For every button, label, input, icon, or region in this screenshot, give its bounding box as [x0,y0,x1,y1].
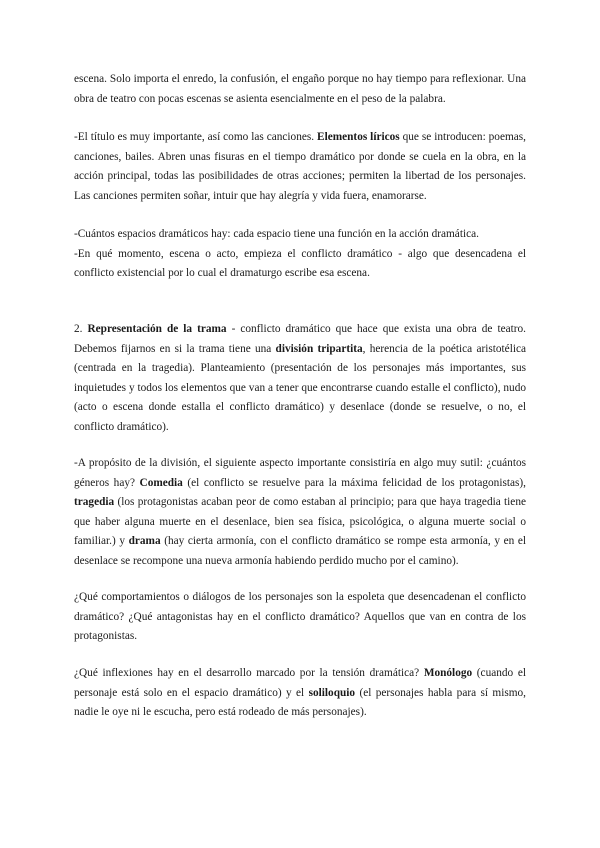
paragraph-text: ¿Qué comportamientos o diálogos de los personajes son la espoleta que desencadenan el conflicto dramático? ¿Qué antagonistas hay en el conflicto dramático? Aquellos que van en contra de los protagonistas. [74,591,526,642]
section-number: 2. [74,323,88,335]
text-run: (cuando el personaje está solo en el espacio dramático) y el [74,667,526,699]
text-run: (el personajes habla para sí mismo, nadie le oye ni le escucha, pero está rodeado de más personajes). [74,686,527,718]
text-run: ¿Qué inflexiones hay en el desarrollo marcado por la tensión dramática? [74,667,424,679]
bold-term: Representación de la trama [87,323,227,335]
text-run: -A propósito de la división, el siguiente aspecto importante consistiría en algo muy sutil: ¿cuántos géneros hay? [74,457,526,489]
bold-term: Elementos líricos [317,131,400,143]
text-run: (hay cierta armonía, con el conflicto dramático se rompe esta armonía, y en el desenlace se recompone una nueva armonía habiendo perdido mucho por el camino). [74,535,527,567]
paragraph-text: escena. Solo importa el enredo, la confusión, el engaño porque no hay tiempo para reflexionar. Una obra de teatro con pocas escenas se asienta esencialmente en el peso de la palabra. [74,73,526,105]
paragraph-text [74,128,526,206]
bold-term: división tripartita [275,342,363,355]
paragraph-espacios [74,225,526,284]
bold-term: soliloquio [308,686,356,699]
bold-term: Monólogo [423,667,473,679]
bold-term: drama [128,535,161,547]
paragraph-line: -Cuántos espacios dramáticos hay: cada espacio tiene una función en la acción dramática. [74,228,479,240]
text-run: (los protagonistas acaban peor de como estaban al principio; para que haya tragedia tiene que haber alguna muerte en el desenlace, bien sea física, psicológica, o alguna muerte social o familiar.) y [74,496,526,547]
bold-term: tragedia [74,496,115,508]
paragraph-text [74,664,526,723]
paragraph-elementos-liricos [74,128,526,206]
text-run: (el conflicto se resuelve para la máxima felicidad de los protagonistas), [182,476,526,489]
text-run: , herencia de la poética aristotélica (centrada en la tragedia). Planteamiento (presentación de los personajes más importantes, sus inquietudes y todos los elementos que van a tener que encontrarse cuando estalle el conflicto), nudo (acto o escena donde estalla el conflicto dramático) y desenlace (donde se resuelve, o no, el conflicto dramático). [74,342,526,433]
paragraph-generos [74,454,526,571]
paragraph-enredo [74,70,526,109]
paragraph-line: -En qué momento, escena o acto, empieza el conflicto dramático - algo que desencadena el conflicto existencial por lo cual el dramaturgo escribe esa escena. [74,247,526,279]
paragraph-monologo [74,664,526,723]
paragraph-antagonistas [74,588,526,647]
text-run: que se introducen: poemas, canciones, bailes. Abren unas fisuras en el tiempo dramático por donde se cuela en la obra, en la acción principal, todas las posibilidades de otras acciones; permiten la libertad de los personajes. Las canciones permiten soñar, intuir que hay alegría y vida fuera, enamorarse. [74,131,526,202]
bold-term: Comedia [139,476,183,489]
paragraph-representacion-trama [74,320,526,437]
paragraph-text [74,320,526,437]
text-run: -El título es muy importante, así como las canciones. [74,131,318,143]
text-run: - conflicto dramático que hace que exista una obra de teatro. Debemos fijarnos en si la trama tiene una [74,323,526,355]
paragraph-text [74,454,526,571]
